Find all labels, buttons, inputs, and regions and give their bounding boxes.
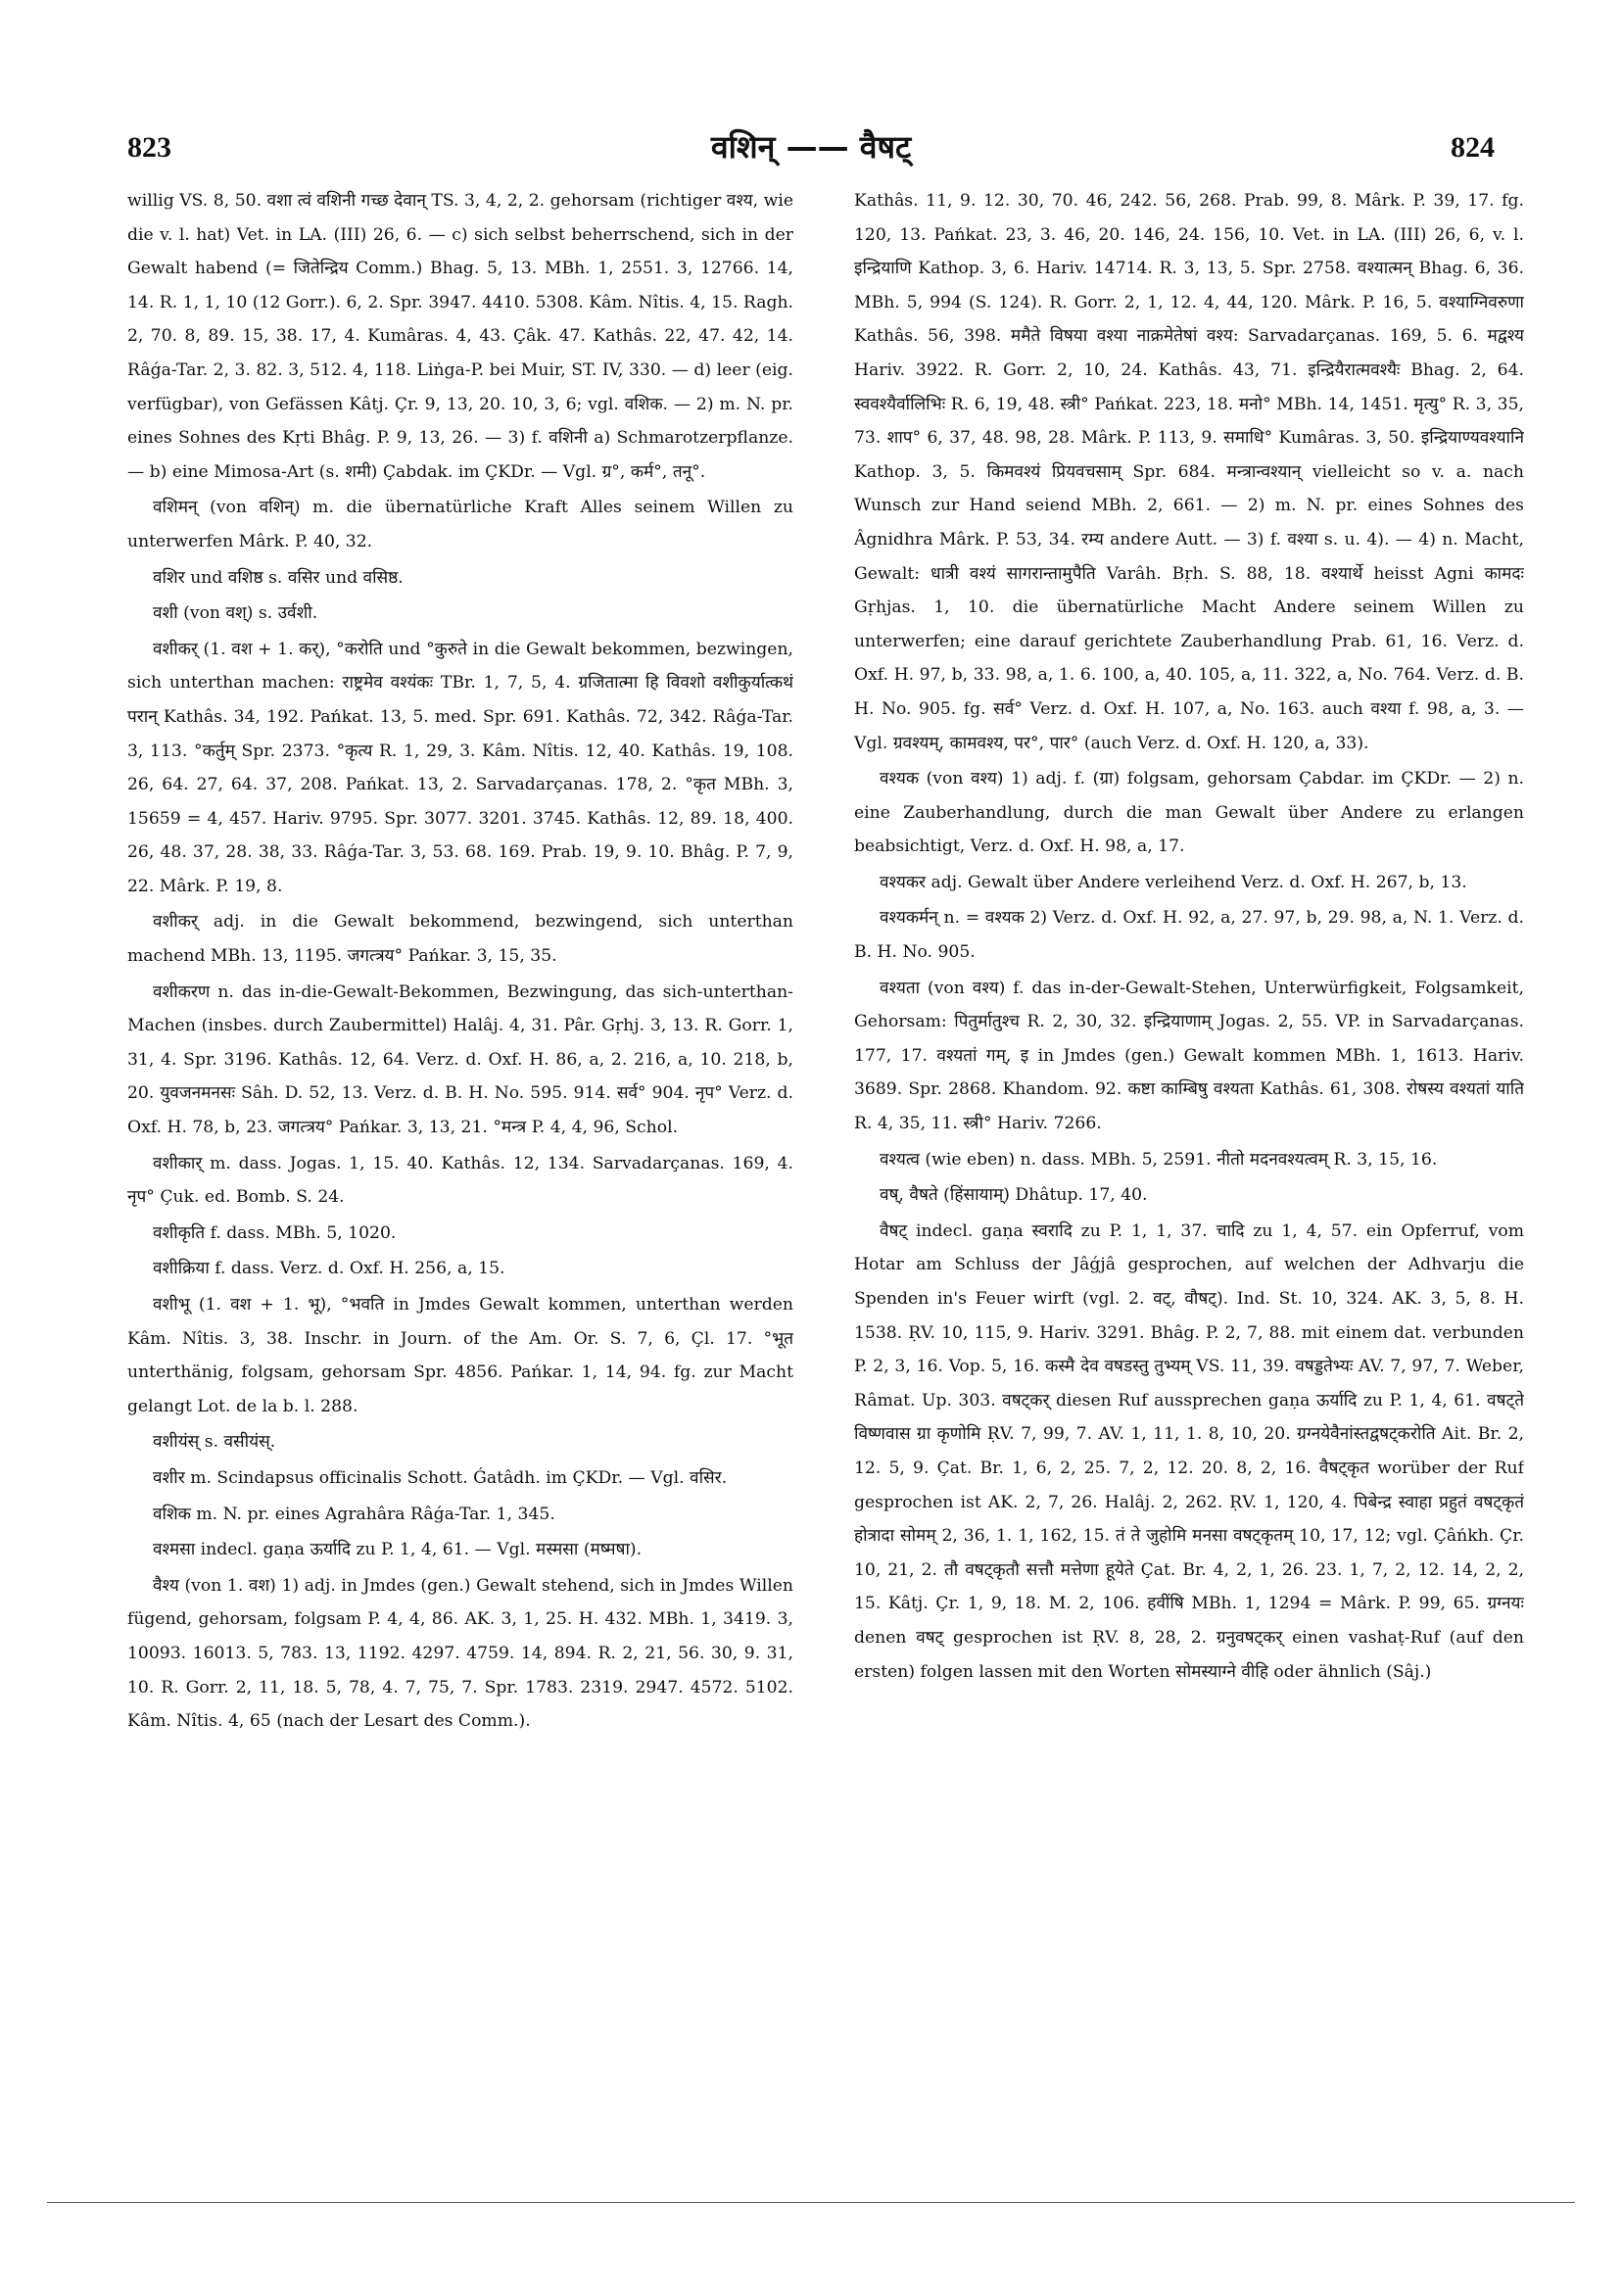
entry-vashyakarman: वश्यकर्मन् n. = वश्यक 2) Verz. d. Oxf. H. 92, a, 27. 97, b, 29. 98, a, N. 1. Verz. d. B. H. No. 905. — [854, 908, 1524, 963]
entry-vashikara-adj: वशीकर् adj. in die Gewalt bekommend, bezwingend, sich unterthan machend MBh. 13, 1195. जगत्त्रय° Pańkar. 3, 15, 35. — [127, 912, 793, 967]
entry-vashyaka: वश्यक (von वश्य) 1) adj. f. (ग्रा) folgsam, gehorsam Çabdar. im ÇKDr. — 2) n. eine Zauberhandlung, durch die man Gewalt über Andere zu erlangen beabsichtigt, Verz. d. Oxf. H. 98, a, 17. — [854, 769, 1524, 857]
entry-vashikriti: वशीकृति f. dass. MBh. 5, 1020. — [153, 1222, 397, 1243]
entry-vash-root: वष्, वैषते (हिंसायाम्) Dhâtup. 17, 40. — [880, 1185, 1148, 1206]
entry-vashya-continuation: Kathâs. 11, 9. 12. 30, 70. 46, 242. 56, 268. Prab. 99, 8. Mârk. P. 39, 17. fg. 120, 13. Pańkat. 23, 3. 46, 20. 146, 24. 156, 10. Vet. in LA. (III) 26, 6, v. l. इन्द्रियाणि Kathop. 3, 6. Hariv. 14714. R. 3, 13, 5. Spr. 2758. वश्यात्मन् Bhag. 6, 36. MBh. 5, 994 (S. 124). R. Gorr. 2, 1, 12. 4, 44, 120. Mârk. P. 16, 5. वश्याग्निवरुणा Kathâs. 56, 398. ममैते विषया वश्या नाक्रमेतेषां वश्य: Sarvadarçanas. 169, 5. 6. मद्वश्य Hariv. 3922. R. Gorr. 2, 10, 24. Kathâs. 43, 71. इन्द्रियैरात्मवश्यैः Bhag. 2, 64. स्ववश्यैर्वालिभिः R. 6, 19, 48. स्त्री° Pańkat. 223, 18. मनो° MBh. 14, 1451. मृत्यु° R. 3, 35, 73. शाप° 6, 37, 48. 98, 28. Mârk. P. 113, 9. समाधि° Kumâras. 3, 50. इन्द्रियाण्यवश्यानि Kathop. 3, 5. किमवश्यं प्रियवचसाम् Spr. 684. मन्त्रान्वश्यान् vielleicht so v. a. nach Wunsch zur Hand seiend MBh. 2, 661. — 2) m. N. pr. eines Sohnes des Âgnidhra Mârk. P. 53, 34. रम्य andere Autt. — 3) f. वश्या s. u. 4). — 4) n. Macht, Gewalt: धात्री वश्यं सागरान्तामुपैति Varâh. Bṛh. S. 88, 18. वश्यार्थे heisst Agni कामदः Gṛhjas. 1, 10. die übernatürliche Macht Andere seinem Willen zu unterwerfen; eine darauf gerichtete Zauberhandlung Prab. 61, 16. Verz. d. Oxf. H. 97, b, 33. 98, a, 1. 6. 100, a, 40. 105, a, 11. 322, a, No. 764. Verz. d. B. H. No. 905. fg. सर्व° Verz. d. Oxf. H. 107, a, No. 163. auch वश्या f. 98, a, 3. — Vgl. ग्रवश्यम्, कामवश्य, पर°, पार° (auch Verz. d. Oxf. H. 120, a, 33). — [854, 191, 1524, 753]
entry-vashiyams: वशीयंस् s. वसीयंस्. — [153, 1432, 276, 1453]
entry-continuation: willig VS. 8, 50. वशा त्वं वशिनी गच्छ देवान् TS. 3, 4, 2, 2. gehorsam (richtiger वश्य, wie die v. l. hat) Vet. in LA. (III) 26, 6. — c) sich selbst beherrschend, sich in der Gewalt habend (= जितेन्द्रिय Comm.) Bhag. 5, 13. MBh. 1, 2551. 3, 12766. 14, 14. R. 1, 1, 10 (12 Gorr.). 6, 2. Spr. 3947. 4410. 5308. Kâm. Nîtis. 4, 15. Ragh. 2, 70. 8, 89. 15, 38. 17, 4. Kumâras. 4, 43. Çâk. 47. Kathâs. 22, 47. 42, 14. Râǵa-Tar. 2, 3. 82. 3, 512. 4, 118. Liṅga-P. bei Muir, ST. IV, 330. — d) leer (eig. verfügbar), von Gefässen Kâtj. Çr. 9, 13, 20. 10, 3, 6; vgl. वशिक. — 2) m. N. pr. eines Sohnes des Kṛti Bhâg. P. 9, 13, 26. — 3) f. वशिनी a) Schmarotzerpflanze. — b) eine Mimosa-Art (s. शमी) Çabdak. im ÇKDr. — Vgl. ग्र°, कर्म°, तनू°. — [127, 191, 793, 482]
footer-rule — [47, 2202, 1575, 2203]
right-column — [854, 184, 1524, 2143]
entry-vashyata: वश्यता (von वश्य) f. das in-der-Gewalt-Stehen, Unterwürfigkeit, Folgsamkeit, Gehorsam: पितुर्मातुश्च R. 2, 30, 32. इन्द्रियाणाम् Jogas. 2, 55. VP. in Sarvadarçanas. 177, 17. वश्यतां गम्, इ in Jmdes (gen.) Gewalt kommen MBh. 1, 1613. Hariv. 3689. Spr. 2868. Khandom. 92. कष्टा काम्बिषु वश्यता Kathâs. 61, 308. रोषस्य वश्यतां याति R. 4, 35, 11. स्त्री° Hariv. 7266. — [854, 978, 1524, 1134]
entry-vashira-m: वशीर m. Scindapsus officinalis Schott. Ǵatâdh. im ÇKDr. — Vgl. वसिर. — [153, 1467, 728, 1488]
entry-vashikar-verb: वशीकर् (1. वश + 1. कर्), °करोति und °कुरुते in die Gewalt bekommen, bezwingen, sich unterthan machen: राष्ट्रमेव वश्यंकः TBr. 1, 7, 5, 4. ग्रजितात्मा हि विवशो वशीकुर्यात्कथं परान् Kathâs. 34, 192. Pańkat. 13, 5. med. Spr. 691. Kathâs. 72, 342. Râǵa-Tar. 3, 113. °कर्तुम् Spr. 2373. °कृत्य R. 1, 29, 3. Kâm. Nîtis. 12, 40. Kathâs. 19, 108. 26, 64. 27, 64. 37, 208. Pańkat. 13, 2. Sarvadarçanas. 178, 2. °कृत MBh. 3, 15659 = 4, 457. Hariv. 9795. Spr. 3077. 3201. 3745. Kathâs. 12, 89. 18, 400. 26, 48. 37, 28. 38, 33. Râǵa-Tar. 3, 53. 68. 169. Prab. 19, 9. 10. Bhâg. P. 7, 9, 22. Mârk. P. 19, 8. — [127, 639, 793, 896]
entry-vashmasa: वश्मसा indecl. gaṇa ऊर्यादि zu P. 1, 4, 61. — Vgl. मस्मसा (मष्मषा). — [153, 1540, 643, 1560]
entry-vashyakara: वश्यकर adj. Gewalt über Andere verleihend Verz. d. Oxf. H. 267, b, 13. — [880, 872, 1467, 892]
entry-vashira: वशिर und वशिष्ठ s. वसिर und वसिष्ठ. — [153, 567, 404, 588]
entry-vashibhu: वशीभू (1. वश + 1. भू), °भवति in Jmdes Gewalt kommen, unterthan werden Kâm. Nîtis. 3, 38. Inschr. in Journ. of the Am. Or. S. 7, 6, Çl. 17. °भूत unterthänig, folgsam, gehorsam Spr. 4856. Pańkar. 1, 14, 94. fg. zur Macht gelangt Lot. de la b. l. 288. — [127, 1295, 793, 1416]
entry-vashikarana: वशीकरण n. das in-die-Gewalt-Bekommen, Bezwingung, das sich-unterthan-Machen (insbes. durch Zaubermittel) Halâj. 4, 31. Pâr. Gṛhj. 3, 13. R. Gorr. 1, 31, 4. Spr. 3196. Kathâs. 12, 64. Verz. d. Oxf. H. 86, a, 2. 216, a, 10. 218, b, 20. युवजनमनसः Sâh. D. 52, 13. Verz. d. B. H. No. 595. 914. सर्व° 904. नृप° Verz. d. Oxf. H. 78, b, 23. जगत्त्रय° Pańkar. 3, 13, 21. °मन्त्र P. 4, 4, 96, Schol. — [127, 981, 793, 1138]
running-title: वशिन् —— वैषट् — [710, 128, 912, 166]
entry-vashikriya: वशीक्रिया f. dass. Verz. d. Oxf. H. 256, a, 15. — [153, 1259, 505, 1279]
entry-vashyatva: वश्यत्व (wie eben) n. dass. MBh. 5, 2591. नीतो मदनवश्यत्वम् R. 3, 15, 16. — [880, 1149, 1438, 1170]
entry-vashya: वैश्य (von 1. वश) 1) adj. in Jmdes (gen.) Gewalt stehend, sich in Jmdes Willen fügend, gehorsam, folgsam P. 4, 4, 86. AK. 3, 1, 25. H. 432. MBh. 1, 3419. 3, 10093. 16013. 5, 783. 13, 1192. 4297. 4759. 14, 894. R. 2, 21, 56. 30, 9. 31, 10. R. Gorr. 2, 11, 18. 5, 78, 4. 7, 75, 7. Spr. 1783. 2319. 2947. 4572. 5102. Kâm. Nîtis. 4, 65 (nach der Lesart des Comm.). — [127, 1575, 793, 1732]
left-page-number: 823 — [127, 131, 171, 164]
entry-vashi: वशी (von वश्) s. उर्वशी. — [153, 603, 318, 624]
left-column — [127, 184, 793, 2143]
entry-vashikara-m: वशीकार् m. dass. Jogas. 1, 15. 40. Kathâs. 12, 134. Sarvadarçanas. 169, 4. नृप° Çuk. ed. Bomb. S. 24. — [127, 1153, 793, 1208]
entry-vashiman: वशिमन् (von वशिन्) m. die übernatürliche Kraft Alles seinem Willen zu unterwerfen Mârk. P. 40, 32. — [127, 498, 793, 551]
right-page-number: 824 — [1451, 131, 1495, 164]
entry-vashika: वशिक m. N. pr. eines Agrahâra Râǵa-Tar. 1, 345. — [153, 1504, 555, 1524]
entry-vashat: वैषट् indecl. gaṇa स्वरादि zu P. 1, 1, 37. चादि zu 1, 4, 57. ein Opferruf, vom Hotar am Schluss der Jâǵjâ gesprochen, auf welchen der Adhvarju die Spenden in's Feuer wirft (vgl. 2. वट्, वौषट्). Ind. St. 10, 324. AK. 3, 5, 8. H. 1538. ṚV. 10, 115, 9. Hariv. 3291. Bhâg. P. 2, 7, 88. mit einem dat. verbunden P. 2, 3, 16. Vop. 5, 16. कस्मै देव वषडस्तु तुभ्यम् VS. 11, 39. वषड्डतेभ्यः AV. 7, 97, 7. Weber, Râmat. Up. 303. वषट्कर् diesen Ruf aussprechen gaṇa ऊर्यादि zu P. 1, 4, 61. वषट्ते विष्णवास ग्रा कृणोमि ṚV. 7, 99, 7. AV. 1, 11, 1. 8, 10, 20. ग्रग्नयेवैनांस्तद्वषट्करोति Ait. Br. 2, 12. 5, 9. Çat. Br. 1, 6, 2, 25. 7, 2, 12. 20. 8, 2, 16. वैषट्कृत worüber der Ruf gesprochen ist AK. 2, 7, 26. Halâj. 2, 262. ṚV. 1, 120, 4. पिबेन्द्र स्वाहा प्रहुतं वषट्कृतं होत्रादा सोमम् 2, 36, 1. 1, 162, 15. तं ते जुहोमि मनसा वषट्कृतम् 10, 17, 12; vgl. Çâńkh. Çr. 10, 21, 2. तौ वषट्कृतौ सत्तौ मत्तेणा हूयेते Çat. Br. 4, 2, 1, 26. 23. 1, 7, 2, 12. 14, 2, 2, 15. Kâtj. Çr. 1, 9, 18. M. 2, 106. हवींषि MBh. 1, 1294 = Mârk. P. 99, 65. ग्रग्नयः denen वषट् gesprochen ist ṚV. 8, 28, 2. ग्रनुवषट्कर् einen vashaṭ-Ruf (auf den ersten) folgen lassen mit den Worten सोमस्याग्ने वीहि oder ähnlich (Sâj.) — [854, 1220, 1524, 1682]
page-header — [127, 125, 1495, 165]
